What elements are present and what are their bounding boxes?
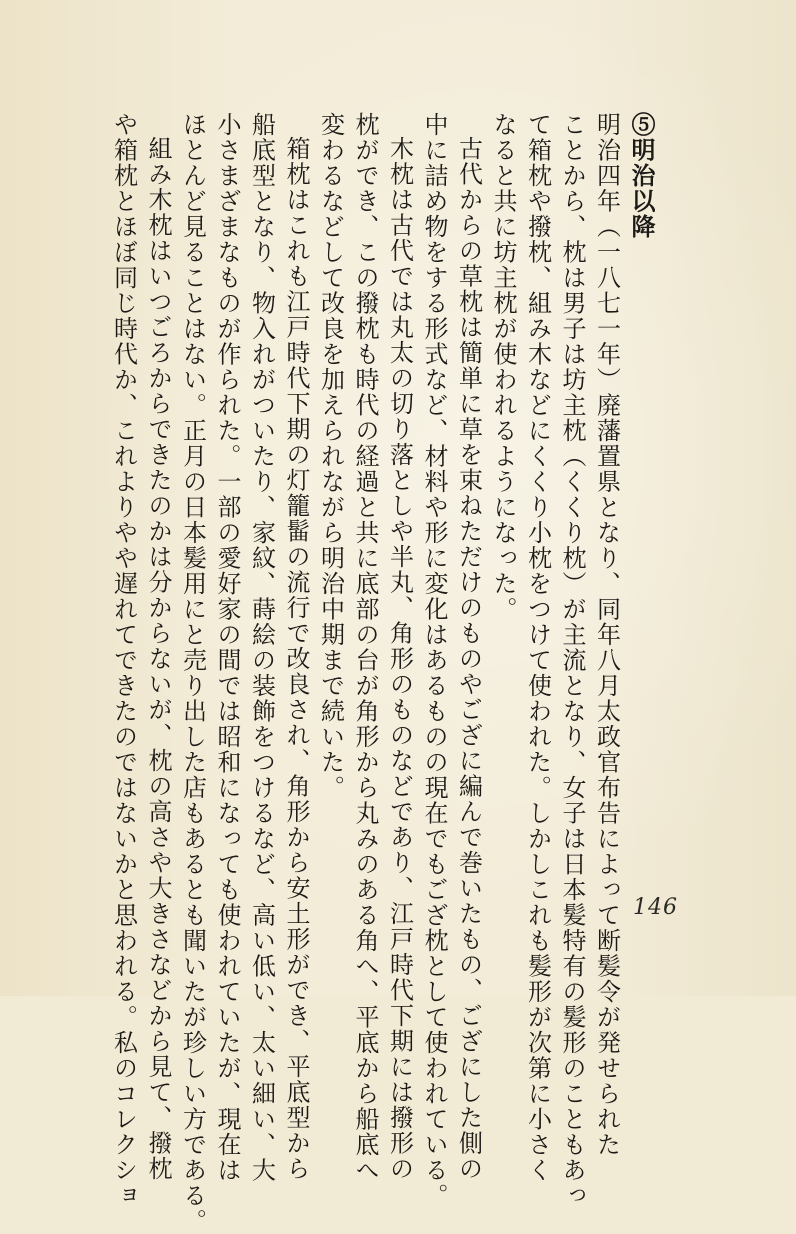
text-column: 箱枕はこれも江戸時代下期の灯籠髷の流行で改良され、角形から安土形ができ、平底型から — [282, 136, 310, 1182]
text-column: なると共に坊主枕が使われるようになった。 — [489, 112, 517, 622]
page-number: 146 — [633, 895, 678, 920]
text-column: 中に詰め物をする形式など、材料や形に変化はあるものの現在でもござ枕として使われている。 — [420, 112, 448, 1209]
text-column: 変わるなどして改良を加えられながら明治中期まで続いた。 — [316, 112, 345, 801]
text-column: 小さまざまなものが作られた。一部の愛好家の間では昭和になっても使われていたが、現在は — [213, 112, 241, 1183]
text-column: 木枕は古代では丸太の切り落としや半丸、角形のものなどであり、江戸時代下期には撥形の — [385, 136, 414, 1182]
text-column: 船底型となり、物入れがついたり、家紋、蒔絵の装飾をつけるなど、高い低い、太い細い、大 — [247, 112, 276, 1183]
text-column: や箱枕とほぼ同じ時代か、これよりやや遅れてできたのではないかと思われる。私のコレクショ — [109, 112, 138, 1209]
text-column: 古代からの草枕は簡単に草を束ねただけのものやござに編んで巻いたもの、ござにした側の — [454, 136, 483, 1182]
text-column: ほとんど見ることはない。正月の日本髪用にと売り出した店もあるとも聞いたが珍しい方である。 — [178, 112, 207, 1234]
text-column: 組み木枕はいつごろからできたのかは分からないが、枕の高さや大きさなどから見て、撥枕 — [144, 136, 172, 1182]
text-column: ことから、枕は男子は坊主枕（くくり枕）が主流となり、女子は日本髪特有の髪形のこともあっ — [558, 112, 586, 1209]
section-heading: ⑤明治以降 — [627, 112, 656, 240]
text-column: 明治四年（一八七一年）廃藩置県となり、同年八月太政官布告によって断髪令が発せられた — [592, 112, 621, 1158]
text-column: て箱枕や撥枕、組み木などにくくり小枕をつけて使われた。しかしこれも髪形が次第に小さく — [523, 112, 552, 1183]
text-column: 枕ができ、この撥枕も時代の経過と共に底部の台が角形から丸みのある角へ、平底から船底へ — [351, 112, 379, 1183]
